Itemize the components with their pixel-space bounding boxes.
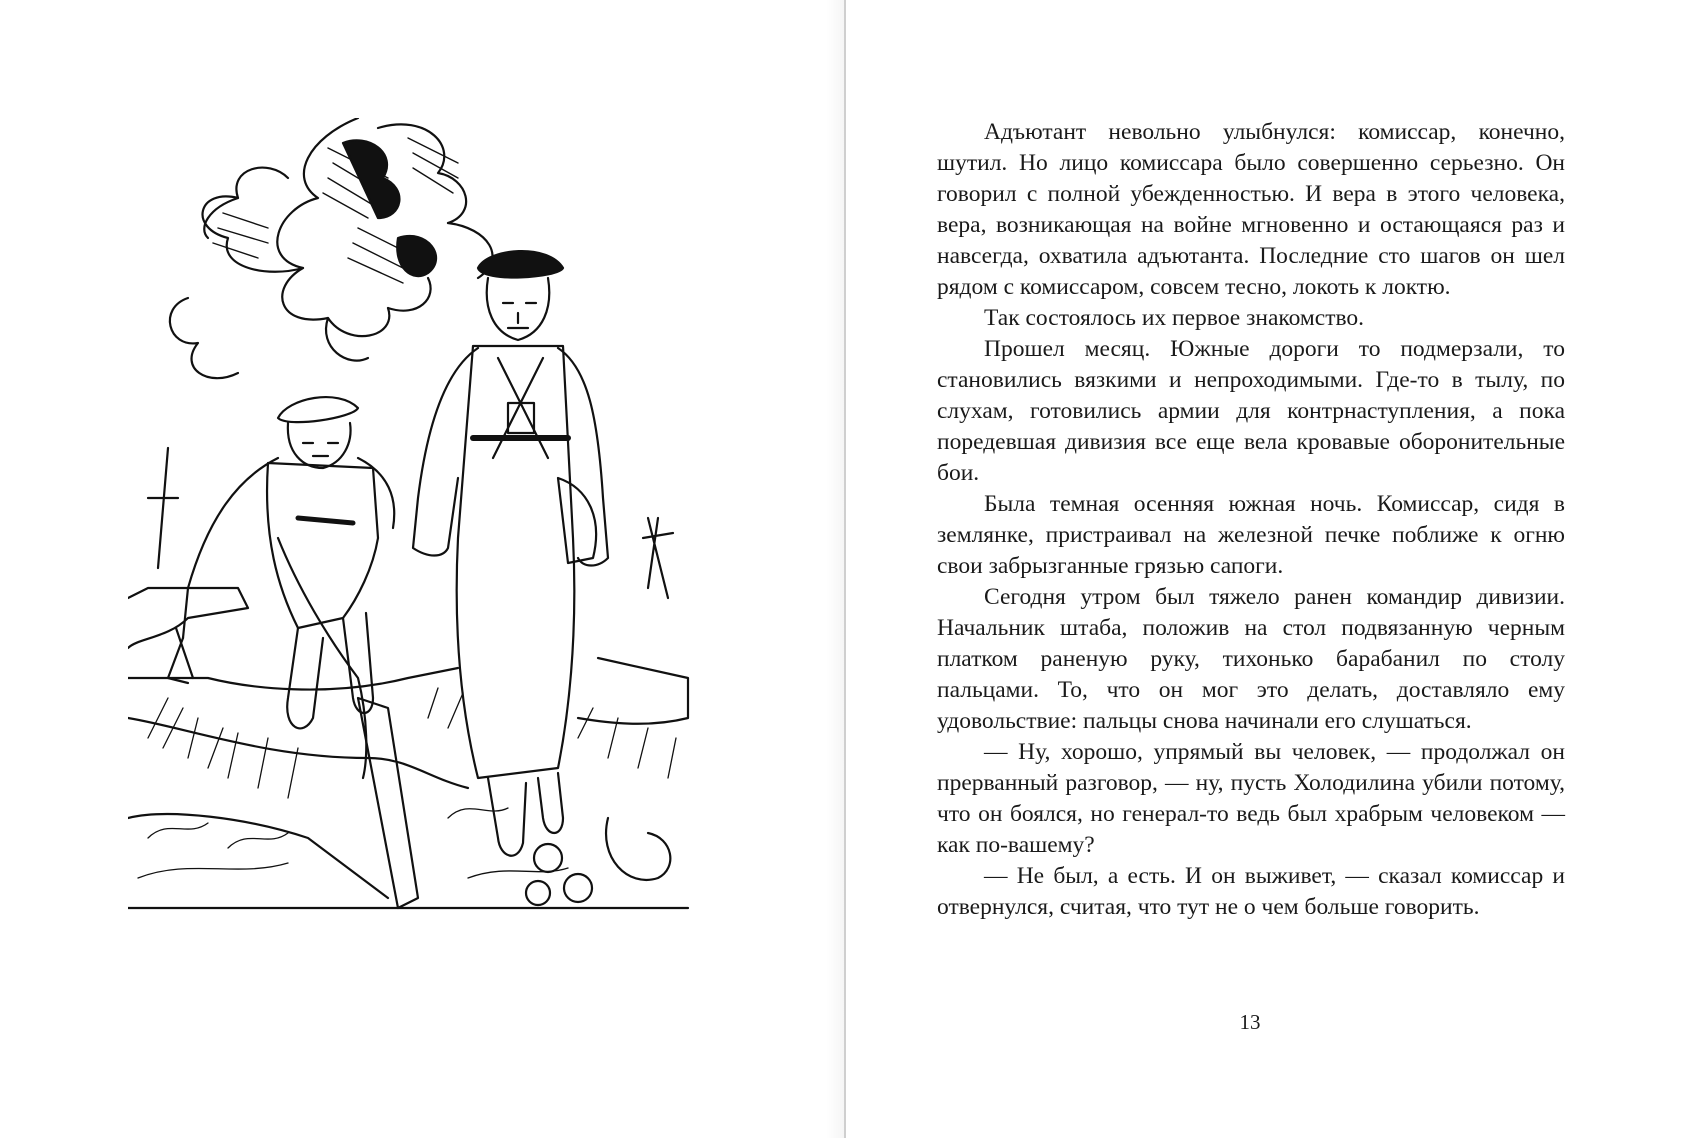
paragraph-7: — Не был, а есть. И он выживет, — сказал комиссар и отвернулся, считая, что тут не о чем больше говорить. xyxy=(937,863,1565,920)
paragraph-6: — Ну, хорошо, упрямый вы человек, — продолжал он прерванный разговор, — ну, пусть Холодилина убили потому, что он боялся, но генерал-то ведь был храбрым человеком — как по-вашему? xyxy=(937,739,1565,858)
ink-drawing-icon xyxy=(128,118,750,986)
paragraph-4: Была темная осенняя южная ночь. Комиссар, сидя в землянке, пристраивал на железной печке поближе к огню свои забрызганные грязью сапоги. xyxy=(937,491,1565,579)
paragraph-1: Адъютант невольно улыбнулся: комиссар, конечно, шутил. Но лицо комиссара было совершенно серьезно. Он говорил с полной убежденностью. И вера в этого человека, вера, возникающая на войне мгновенно и остающаяся раз и навсегда, охватила адъютанта. Последние сто шагов он шел рядом с комиссаром, совсем тесно, локоть к локтю. xyxy=(937,119,1565,300)
paragraph-5: Сегодня утром был тяжело ранен командир дивизии. Начальник штаба, положив на стол подвязанную черным платком раненую руку, тихонько барабанил по столу пальцами. То, что он мог это делать, доставляло ему удовольствие: пальцы снова начинали его слушаться. xyxy=(937,584,1565,734)
paragraph-3: Прошел месяц. Южные дороги то подмерзали, то становились вязкими и непроходимыми. Где-то в тылу, по слухам, готовились армии для контрнаступления, а пока поредевшая дивизия все еще вела кровавые оборонительные бои. xyxy=(937,336,1565,486)
body-text xyxy=(937,117,1565,923)
left-page xyxy=(0,0,844,1138)
soldiers-illustration xyxy=(128,118,750,986)
page-number: 13 xyxy=(1239,1010,1261,1034)
gutter-shadow xyxy=(826,0,844,1138)
paragraph-2: Так состоялось их первое знакомство. xyxy=(984,305,1365,331)
